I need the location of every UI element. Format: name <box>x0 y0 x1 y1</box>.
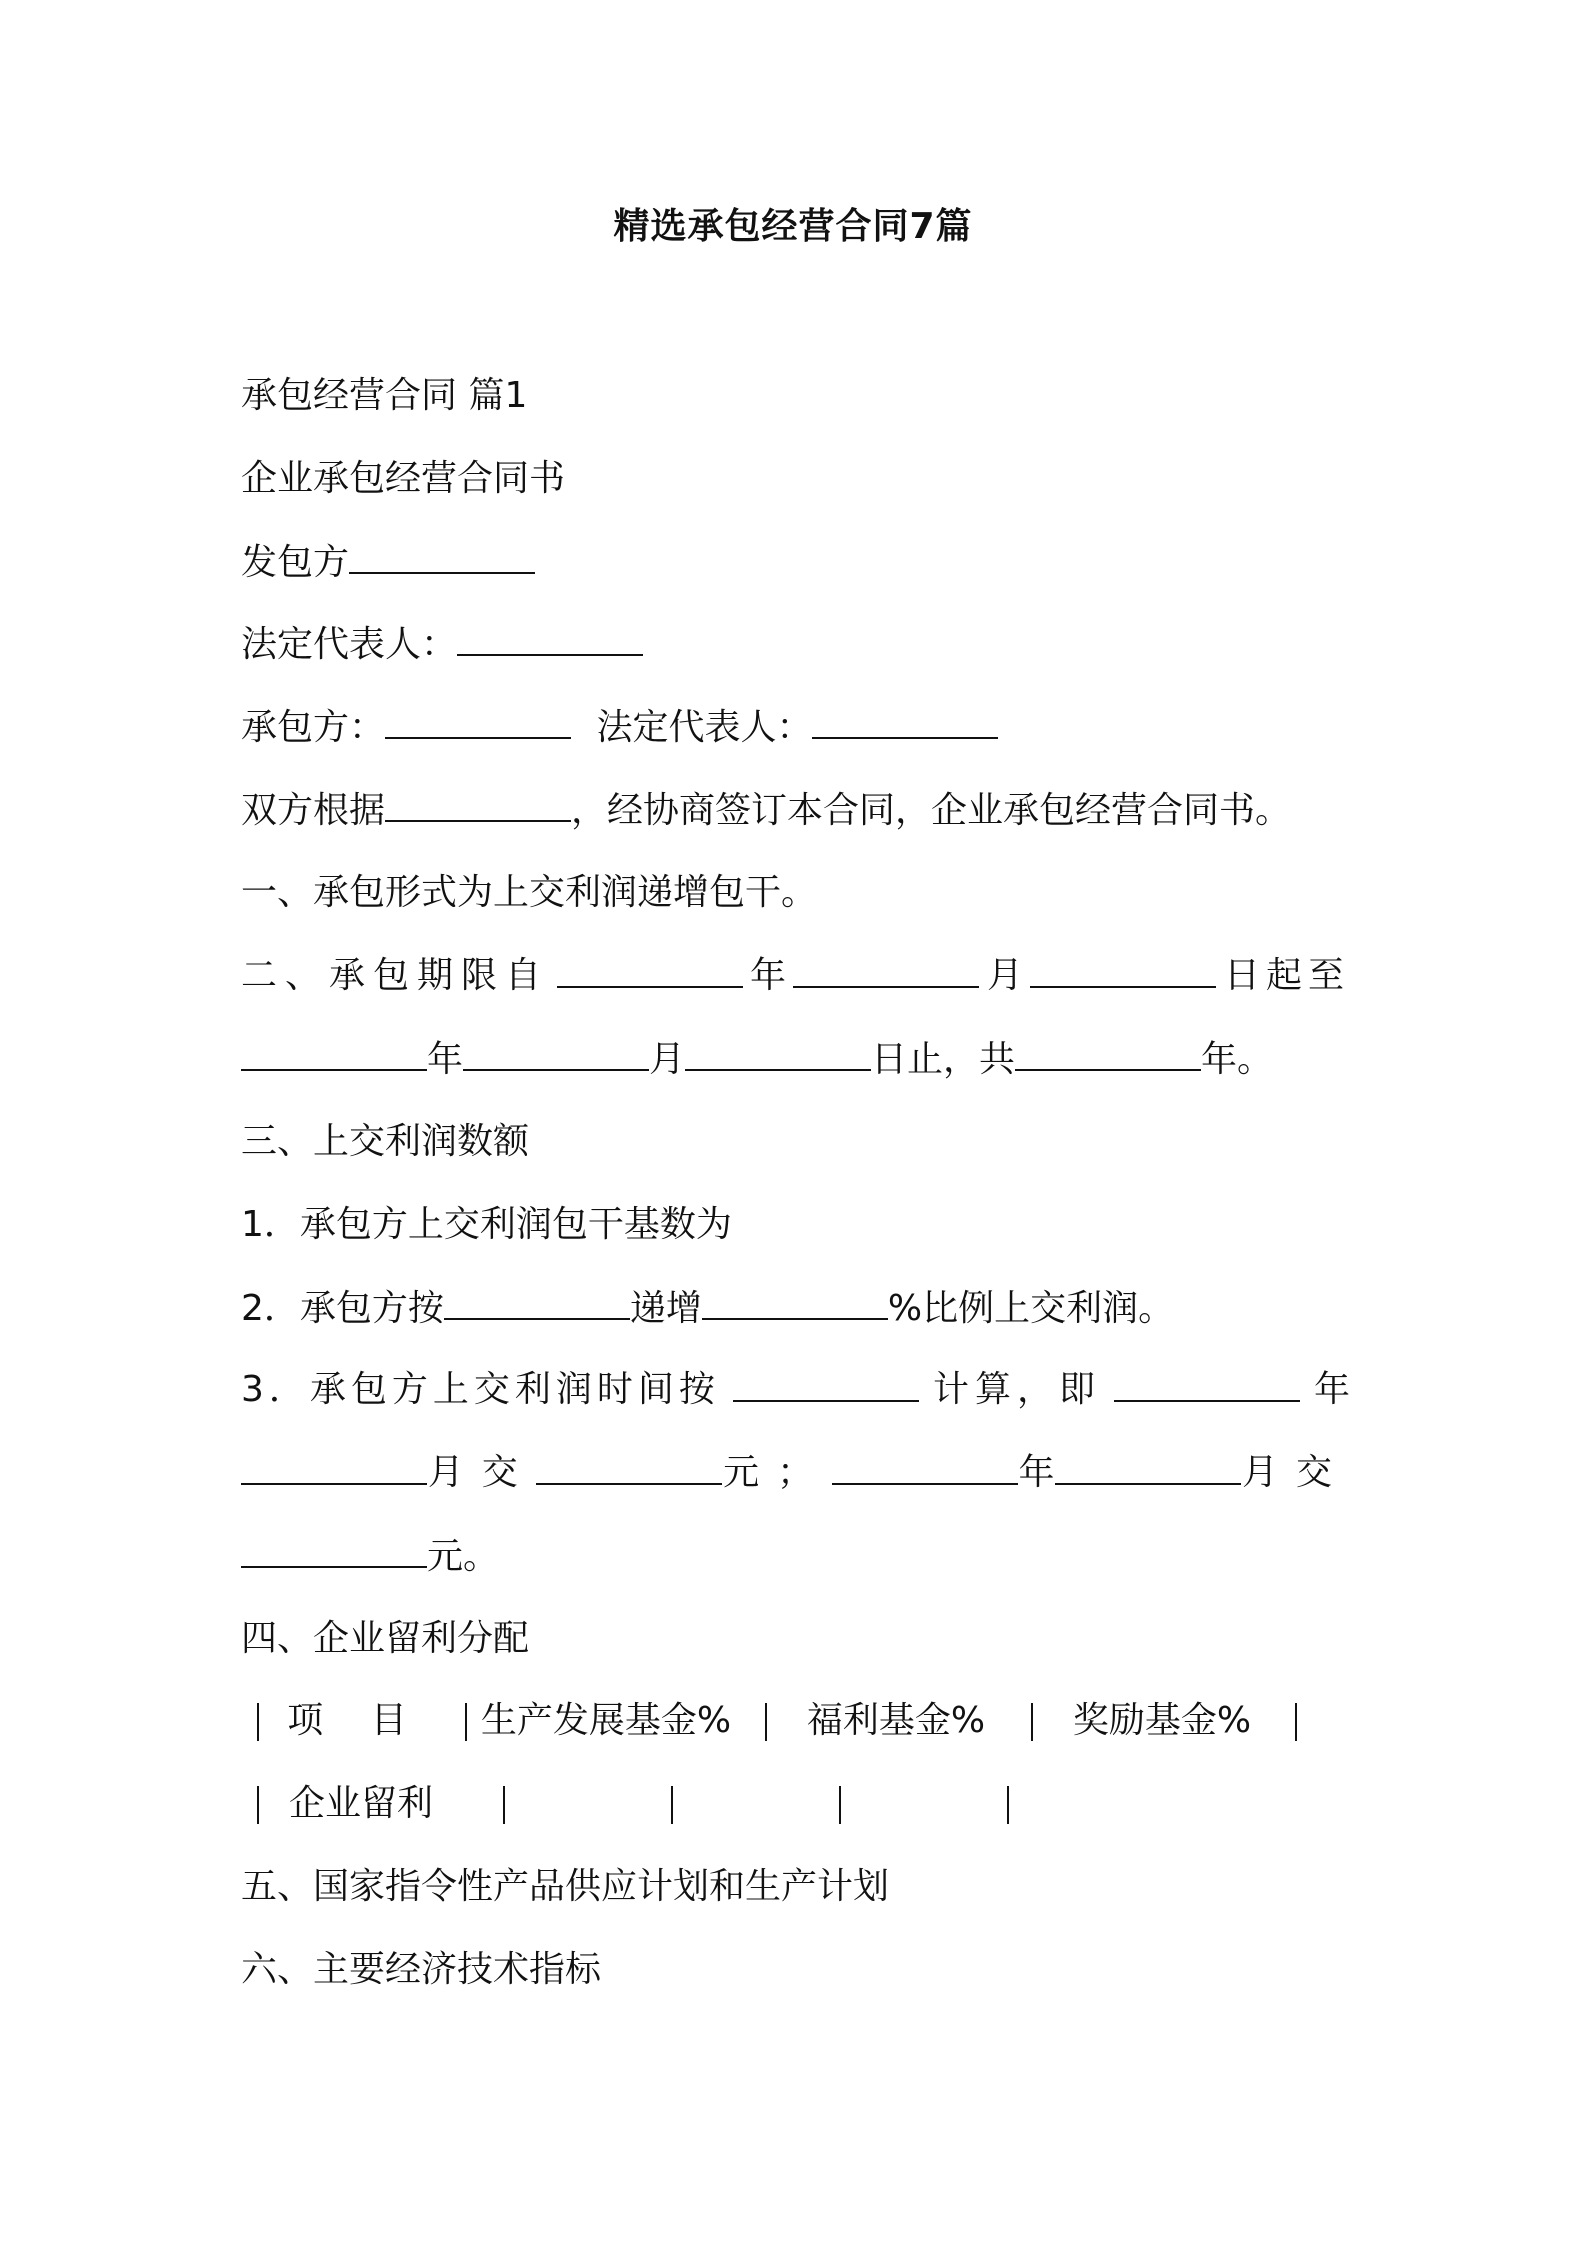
clause-2-line-1 <box>241 952 1350 1000</box>
clause-3-item-2 <box>241 1284 1174 1333</box>
blank-field <box>793 952 979 988</box>
table-separator <box>257 1703 259 1741</box>
yuan-label: 元； <box>723 1452 832 1493</box>
legal-rep-label: 法定代表人： <box>241 624 458 665</box>
issuer-line <box>241 538 535 587</box>
table-separator <box>839 1786 841 1824</box>
contractor-line <box>241 703 998 752</box>
clause-3-heading: 三、上交利润数额 <box>241 1121 530 1162</box>
table-header-item: 项 目 <box>287 1700 425 1741</box>
blank-field <box>1015 1035 1201 1071</box>
blank-field <box>1030 952 1216 988</box>
blank-field <box>832 1449 1018 1485</box>
blank-field <box>463 1035 649 1071</box>
month-label: 月 <box>649 1039 686 1080</box>
table-separator <box>1295 1703 1297 1741</box>
clause-2-line-2 <box>241 1035 1273 1084</box>
clause-1: 一、承包形式为上交利润递增包干。 <box>241 872 818 913</box>
table-separator <box>1007 1786 1009 1824</box>
blank-field <box>702 1284 888 1320</box>
table-header-dev-fund: 生产发展基金% <box>480 1700 732 1741</box>
clause-5-heading: 五、国家指令性产品供应计划和生产计划 <box>241 1866 890 1907</box>
clause-4-heading: 四、企业留利分配 <box>241 1618 530 1659</box>
yuan-end-label: 元。 <box>427 1536 500 1577</box>
table-row-label: 企业留利 <box>288 1783 433 1824</box>
item-2-label: 2．承包方按 <box>241 1288 444 1329</box>
blank-field <box>385 786 571 822</box>
table-separator <box>503 1786 505 1824</box>
blank-field <box>457 620 643 656</box>
blank-field <box>1055 1449 1241 1485</box>
basis-text: ，经协商签订本合同，企业承包经营合同书。 <box>571 790 1292 831</box>
clause-3-item-1: 1．承包方上交利润包干基数为 <box>241 1204 732 1245</box>
basis-line <box>241 786 1291 835</box>
table-header-welfare-fund: 福利基金% <box>806 1700 986 1741</box>
section-heading-1: 承包经营合同 篇1 <box>241 375 528 416</box>
clause-3-item-3-line-1 <box>241 1366 1350 1414</box>
month-pay-label: 月交 <box>1241 1452 1350 1493</box>
blank-field <box>241 1532 427 1568</box>
retention-table-header <box>241 1697 1341 1745</box>
blank-field <box>385 703 571 739</box>
month-pay-label: 月交 <box>427 1452 536 1493</box>
document-title: 精选承包经营合同7篇 <box>613 206 973 247</box>
day-from-label: 日起至 <box>1223 955 1350 996</box>
blank-field <box>536 1449 722 1485</box>
clause-6-heading: 六、主要经济技术指标 <box>241 1949 602 1990</box>
legal-rep-line <box>241 620 643 669</box>
table-separator <box>257 1786 259 1824</box>
retention-table-row <box>241 1780 1341 1828</box>
contractor-label: 承包方： <box>241 707 386 748</box>
blank-field <box>349 538 535 574</box>
table-separator <box>1031 1703 1033 1741</box>
basis-label: 双方根据 <box>241 790 386 831</box>
blank-field <box>241 1035 427 1071</box>
calc-label: 计算，即 <box>932 1369 1101 1410</box>
percent-label: %比例上交利润。 <box>887 1288 1175 1329</box>
table-separator <box>671 1786 673 1824</box>
item-3-label: 3．承包方上交利润时间按 <box>241 1369 720 1410</box>
blank-field <box>444 1284 630 1320</box>
month-label: 月 <box>986 955 1023 996</box>
year-label: 年 <box>427 1039 464 1080</box>
blank-field <box>733 1366 919 1402</box>
years-total-label: 年。 <box>1201 1039 1274 1080</box>
table-header-bonus-fund: 奖励基金% <box>1072 1700 1252 1741</box>
table-separator <box>465 1703 467 1741</box>
blank-field <box>241 1449 427 1485</box>
year-label: 年 <box>1018 1452 1055 1493</box>
day-until-label: 日止，共 <box>871 1039 1016 1080</box>
blank-field <box>1114 1366 1300 1402</box>
blank-field <box>557 952 743 988</box>
legal-rep-label-2: 法定代表人： <box>596 707 813 748</box>
table-separator <box>765 1703 767 1741</box>
clause-2-label: 二、承包期限自 <box>241 955 550 996</box>
year-label: 年 <box>1313 1369 1350 1410</box>
blank-field <box>685 1035 871 1071</box>
clause-3-item-3-line-2 <box>241 1449 1350 1497</box>
increase-label: 递增 <box>629 1288 702 1329</box>
blank-field <box>812 703 998 739</box>
issuer-label: 发包方 <box>241 542 350 583</box>
contract-subtitle: 企业承包经营合同书 <box>241 458 566 499</box>
clause-3-item-3-line-3 <box>241 1532 499 1581</box>
year-label: 年 <box>749 955 786 996</box>
